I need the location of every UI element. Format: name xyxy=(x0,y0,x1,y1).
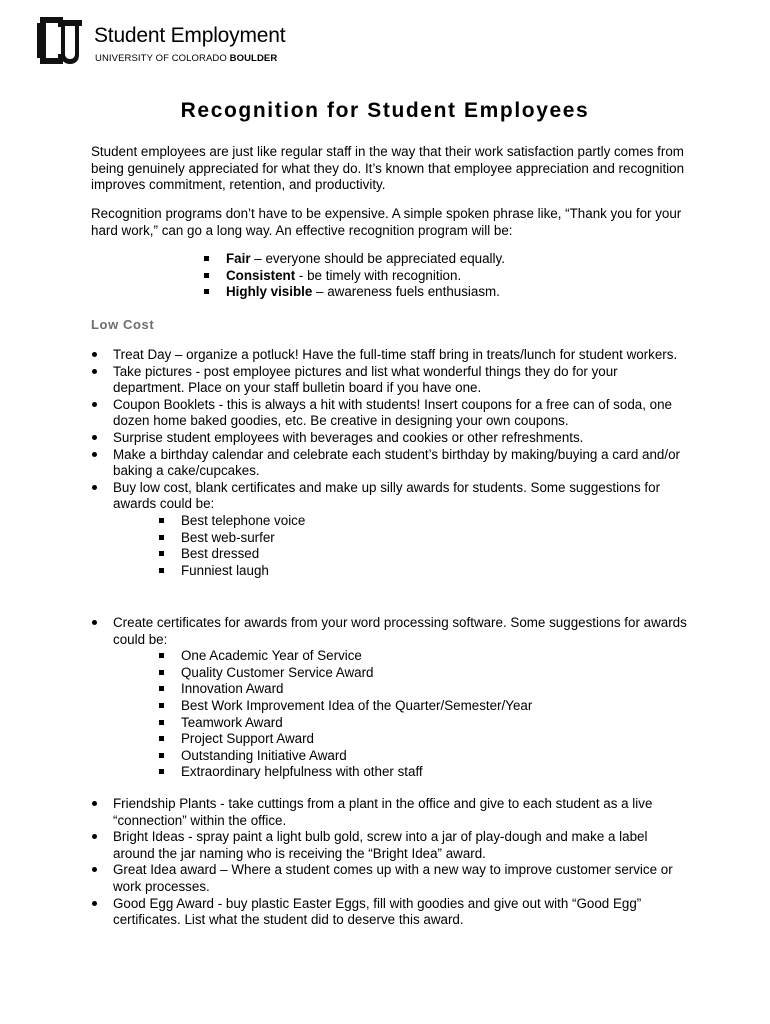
low-cost-ideas-list xyxy=(91,347,691,579)
list-item xyxy=(91,615,691,781)
list-item xyxy=(159,698,691,715)
quality-desc: – awareness fuels enthusiasm. xyxy=(312,284,500,300)
list-item xyxy=(159,681,691,698)
list-item-text: Bright Ideas - spray paint a light bulb gold, screw into a jar of play-dough and make a label around the jar naming who is receiving the “Bright Idea” award. xyxy=(113,829,648,861)
award-name: Best web-surfer xyxy=(181,529,275,545)
award-name: Outstanding Initiative Award xyxy=(181,747,347,763)
list-item-text: Buy low cost, blank certificates and make up silly awards for students. Some suggestions for awards could be: xyxy=(113,479,661,512)
list-item xyxy=(91,796,691,829)
list-item xyxy=(159,748,691,765)
quality-term: Fair xyxy=(226,251,251,266)
list-item xyxy=(91,447,691,480)
list-item xyxy=(91,430,691,447)
list-item xyxy=(159,665,691,682)
square-bullet-icon xyxy=(159,720,164,725)
bullet-icon xyxy=(92,402,97,407)
square-bullet-icon xyxy=(159,703,164,708)
square-bullet-icon xyxy=(159,670,164,675)
list-item xyxy=(91,347,691,364)
bullet-icon xyxy=(92,867,97,872)
intro-paragraph-1: Student employees are just like regular staff in the way that their work satisfaction partly comes from being genuinely appreciated for what they do. It’s known that employee appreciation and recognition improves commitment, retention, and productivity. xyxy=(91,144,685,193)
award-name: Best telephone voice xyxy=(181,512,306,528)
list-item xyxy=(159,546,691,563)
list-item xyxy=(159,731,691,748)
bullet-icon xyxy=(92,452,97,457)
list-item xyxy=(91,397,691,430)
list-item xyxy=(91,896,691,929)
list-item xyxy=(204,284,505,301)
intro-paragraph-2: Recognition programs don’t have to be expensive. A simple spoken phrase like, “Thank you for your hard work,” can go a long way. An effective recognition program will be: xyxy=(91,206,682,238)
cu-logo-icon xyxy=(34,14,84,67)
square-bullet-icon xyxy=(159,736,164,741)
list-item-text: Friendship Plants - take cuttings from a plant in the office and give to each student as a live “connection” within the office. xyxy=(113,796,653,828)
bullet-icon xyxy=(92,369,97,374)
list-item-text: Take pictures - post employee pictures and list what wonderful things they do for your department. Place on your staff bulletin board if you have one. xyxy=(113,363,618,396)
creative-ideas-list xyxy=(91,796,691,929)
bullet-icon xyxy=(92,485,97,490)
list-item xyxy=(204,268,505,285)
brand-name: Student Employment xyxy=(94,24,286,47)
award-name: One Academic Year of Service xyxy=(181,648,362,664)
award-name: Best Work Improvement Idea of the Quarter/Semester/Year xyxy=(181,697,533,713)
square-bullet-icon xyxy=(204,256,209,261)
bullet-icon xyxy=(92,901,97,906)
square-bullet-icon xyxy=(204,273,209,278)
bullet-icon xyxy=(92,834,97,839)
list-item xyxy=(159,764,691,781)
list-item xyxy=(159,513,691,530)
bullet-icon xyxy=(92,435,97,440)
section-heading-low-cost: Low Cost xyxy=(91,317,155,332)
list-item xyxy=(91,829,691,862)
square-bullet-icon xyxy=(159,568,164,573)
square-bullet-icon xyxy=(159,518,164,523)
qualities-list xyxy=(204,251,505,301)
list-item xyxy=(91,862,691,895)
silly-awards-list xyxy=(113,513,691,579)
certificate-awards-list xyxy=(113,648,691,781)
square-bullet-icon xyxy=(204,289,209,294)
list-item xyxy=(159,530,691,547)
award-name: Teamwork Award xyxy=(181,714,283,730)
square-bullet-icon xyxy=(159,753,164,758)
bullet-icon xyxy=(92,620,97,625)
award-name: Best dressed xyxy=(181,546,260,562)
square-bullet-icon xyxy=(159,769,164,774)
award-name: Funniest laugh xyxy=(181,562,269,578)
list-item-text: Surprise student employees with beverages and cookies or other refreshments. xyxy=(113,429,584,445)
square-bullet-icon xyxy=(159,686,164,691)
quality-desc: – everyone should be appreciated equally. xyxy=(250,251,505,266)
page-title: Recognition for Student Employees xyxy=(180,99,590,122)
award-name: Quality Customer Service Award xyxy=(181,664,374,680)
university-name: UNIVERSITY OF COLORADO xyxy=(95,53,227,64)
campus-name: BOULDER xyxy=(229,53,278,64)
bullet-icon xyxy=(92,352,97,357)
quality-term: Highly visible xyxy=(226,284,313,300)
list-item-text: Great Idea award – Where a student comes up with a new way to improve customer service or work processes. xyxy=(113,862,673,894)
list-item-text: Treat Day – organize a potluck! Have the full-time staff bring in treats/lunch for student workers. xyxy=(113,347,678,362)
list-item-text: Coupon Booklets - this is always a hit with students! Insert coupons for a free can of soda, one dozen home baked goodies, etc. Be creative in designing your own coupons. xyxy=(113,396,672,429)
square-bullet-icon xyxy=(159,551,164,556)
brand-university xyxy=(95,53,277,65)
square-bullet-icon xyxy=(159,535,164,540)
square-bullet-icon xyxy=(159,653,164,658)
list-item xyxy=(159,563,691,580)
bullet-icon xyxy=(92,801,97,806)
award-name: Extraordinary helpfulness with other staff xyxy=(181,764,423,780)
award-name: Innovation Award xyxy=(181,681,284,697)
quality-desc: - be timely with recognition. xyxy=(295,267,462,283)
list-item xyxy=(159,648,691,665)
list-item xyxy=(159,715,691,732)
list-item-text: Make a birthday calendar and celebrate each student’s birthday by making/buying a card and/or baking a cake/cupcakes. xyxy=(113,446,680,479)
quality-term: Consistent xyxy=(226,267,296,283)
list-item xyxy=(91,364,691,397)
list-item-text: Create certificates for awards from your word processing software. Some suggestions for awards could be: xyxy=(113,615,687,647)
certificate-ideas-list xyxy=(91,615,691,781)
award-name: Project Support Award xyxy=(181,731,314,747)
list-item-text: Good Egg Award - buy plastic Easter Eggs, fill with goodies and give out with “Good Egg” certificates. List what the student did to deserve this award. xyxy=(113,895,642,928)
list-item xyxy=(204,251,505,268)
list-item xyxy=(91,480,691,580)
